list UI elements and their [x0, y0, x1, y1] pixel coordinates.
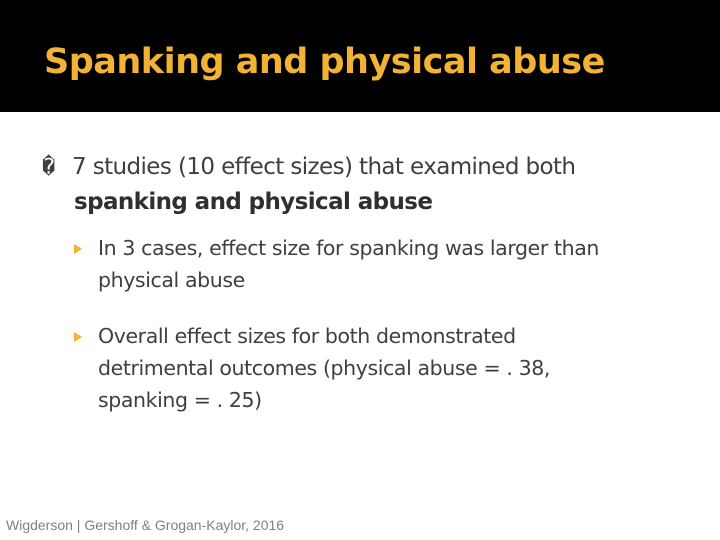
- sub-bullet-1-line-1: In 3 cases, effect size for spanking was larger than: [98, 236, 599, 260]
- sub-bullet-2-line-1: Overall effect sizes for both demonstrated: [98, 324, 516, 348]
- sub-bullet-1-line-2: physical abuse: [98, 268, 245, 292]
- main-bullet-line-1: 7 studies (10 effect sizes) that examined both: [72, 154, 576, 180]
- triangle-bullet-icon: [74, 244, 82, 254]
- unknown-glyph-icon: �: [42, 155, 55, 180]
- main-bullet: [42, 150, 702, 219]
- title-band: [0, 0, 720, 112]
- slide-title: Spanking and physical abuse: [44, 42, 605, 82]
- sub-bullet-1: [74, 232, 694, 296]
- main-bullet-line-2: spanking and physical abuse: [74, 189, 433, 215]
- citation: Wigderson | Gershoff & Grogan-Kaylor, 2016: [6, 517, 285, 533]
- sub-bullet-2-line-3: spanking = . 25): [98, 388, 262, 412]
- sub-bullet-list: [74, 232, 694, 440]
- sub-bullet-2-line-2: detrimental outcomes (physical abuse = . 38,: [98, 356, 550, 380]
- sub-bullet-2: [74, 320, 694, 416]
- triangle-bullet-icon: [74, 332, 82, 342]
